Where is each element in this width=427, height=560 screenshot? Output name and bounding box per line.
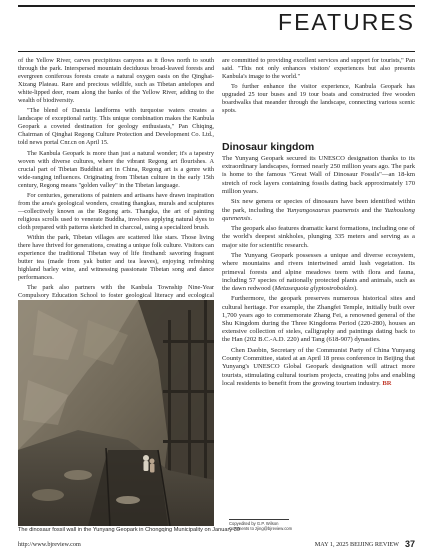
paragraph: are committed to providing excellent services and support for tourists," Pan said. "This not only enhances visitors' experiences but also presents Kanbula's image to the world." [222,57,415,80]
header-bottom-rule [18,51,415,52]
text-span: . [250,214,252,222]
species-name: Metasequoia glyptostroboides [274,284,354,292]
section-heading: Dinosaur kingdom [222,141,315,153]
paragraph: The Yunyang Geopark secured its UNESCO designation thanks to its extraordinary landscapes, formed nearly 250 million years ago. The park is home to the famous "Great Wall of Dinosaur Fossils"—an 18-km stretch of rock layers containing fossils dating back approximately 170 million years. [222,155,415,195]
species-name: Yunyangosaurus puanensis [286,206,360,214]
paragraph: For centuries, generations of painters and artisans have drawn inspiration from the area's geological wonders, creating thangkas, murals and sculptures—collectively known as the Regong arts. Thangka, the art of painting religious scrolls used to venerate Buddha, involves applying natural dyes to cloth prepared with patterns sketched in charcoal, using a specialized brush. [18,191,214,231]
paragraph [222,347,415,388]
credit-block [229,521,292,531]
paragraph: The park also partners with the Kanbula Township Nine-Year Compulsory Education School to foster geological literacy and ecological [18,284,214,300]
species-name: Yuzhoulong qurenensis [222,206,415,222]
credit-rule [229,519,289,520]
text-span: The Yunyang Geopark possesses a unique and diverse ecosystem, where mountains and rivers intertwined amid lush vegetation. Its primeval forests and alpine meadows teem with flora and fauna, including 57 species of nationally protected plants and animals, such as the dawn redwood ( [222,252,415,292]
paragraph: The Kanbula Geopark is more than just a natural wonder; it's a tapestry woven with diverse cultures, where the vibrant Regong art flourishes. A crucial part of Tibetan Buddhist art in China, Regong art is a genre with wide-ranging influences. Originating from Tibetan culture in the early 15th century, Regong means "golden valley" in the Tibetan language. [18,149,214,189]
dinosaur-fossil-wall-photo [18,300,214,526]
paragraph: Furthermore, the geopark preserves numerous historical sites and cultural heritage. For example, the Zhangfei Temple, initially built over 1,700 years ago to commemorate Zhang Fei, a renowned general of the Shu Kingdom during the Three Kingdoms Period (220-280), houses an extensive collection of steles, calligraphy and paintings dating back to the Han (202 B.C.-A.D. 220) and Tang (618-907) dynasties. [222,295,415,344]
paragraph: "The blend of Danxia landforms with turquoise waters creates a landscape of exceptional rarity. This unique combination makes the Kanbula Geopark a coveted destination for geology enthusiasts," Pan Chiqing, Chairman of Qinghai Regong Culture Protection and Development Co. Ltd., told news portal Cnr.cn on April 15. [18,107,214,147]
text-span: and the [359,206,385,214]
text-span: Six new genera or species of dinosaurs have been identified within the park, including the [222,198,415,214]
end-mark: BR [382,379,392,387]
paragraph: To further enhance the visitor experience, Kanbula Geopark has upgraded 25 tour buses and 19 tour boats and constructed five wooden boardwalks that meander through the landscape, connecting various scenic spots. [222,83,415,115]
copyeditor-credit: Copyedited by G.P. Wilson [229,521,279,526]
footer-issue-info: MAY 1, 2025 BEIJING REVIEW [314,541,399,548]
photo-caption: The dinosaur fossil wall in the Yunyang Geopark in Chongqing Municipality on January 30 [18,527,240,533]
paragraph [222,198,415,223]
photo-illustration [18,300,214,526]
right-column-section [222,141,415,390]
page-number: 37 [404,539,415,549]
text-span: ). [353,284,358,292]
footer-url-link[interactable]: http://www.bjreview.com [18,541,81,548]
paragraph: The geopark also features dramatic karst formations, including one of the world's deepest sinkholes, plunging 335 meters and serving as a major site for scientific research. [222,225,415,249]
text-span: Chen Daobin, Secretary of the Communist Party of China Yunyang County Committee, stated at an April 18 press conference in Beijing that Yunyang's UNESCO Global Geopark designation will attract more tourists, stimulating cultural tourism projects, creating jobs and enabling local residents to benefit from the growing tourism industry. [222,346,415,387]
paragraph: Within the park, Tibetan villages are scattered like stars. Those living there have thrived for generations, creating a unique folk culture. Visitors can experience the traditional Tibetan way of life firsthand: savoring fragrant butter tea (made from yak butter and tea leaves), enjoying refreshing highland barley wine, and witnessing passionate Tibetan song and dance performances. [18,234,214,282]
paragraph [222,252,415,293]
header-top-rule [18,5,415,7]
section-title: FEATURES [278,9,415,35]
comments-email[interactable]: Comments to zjing@bjreview.com [229,526,293,532]
right-column-top [222,57,415,118]
paragraph: of the Yellow River, carves precipitous canyons as it flows north to south through the park. Interspersed mountain deciduous broad-leaved forests and evergreen coniferous forests create a natural oxygen oasis on the Qinghai-Xizang Plateau. Rare and precious wildlife, such as Tibetan antelopes and white-lipped deer, roam along the banks of the Yellow River, adding to the wealth of biodiversity. [18,57,214,104]
